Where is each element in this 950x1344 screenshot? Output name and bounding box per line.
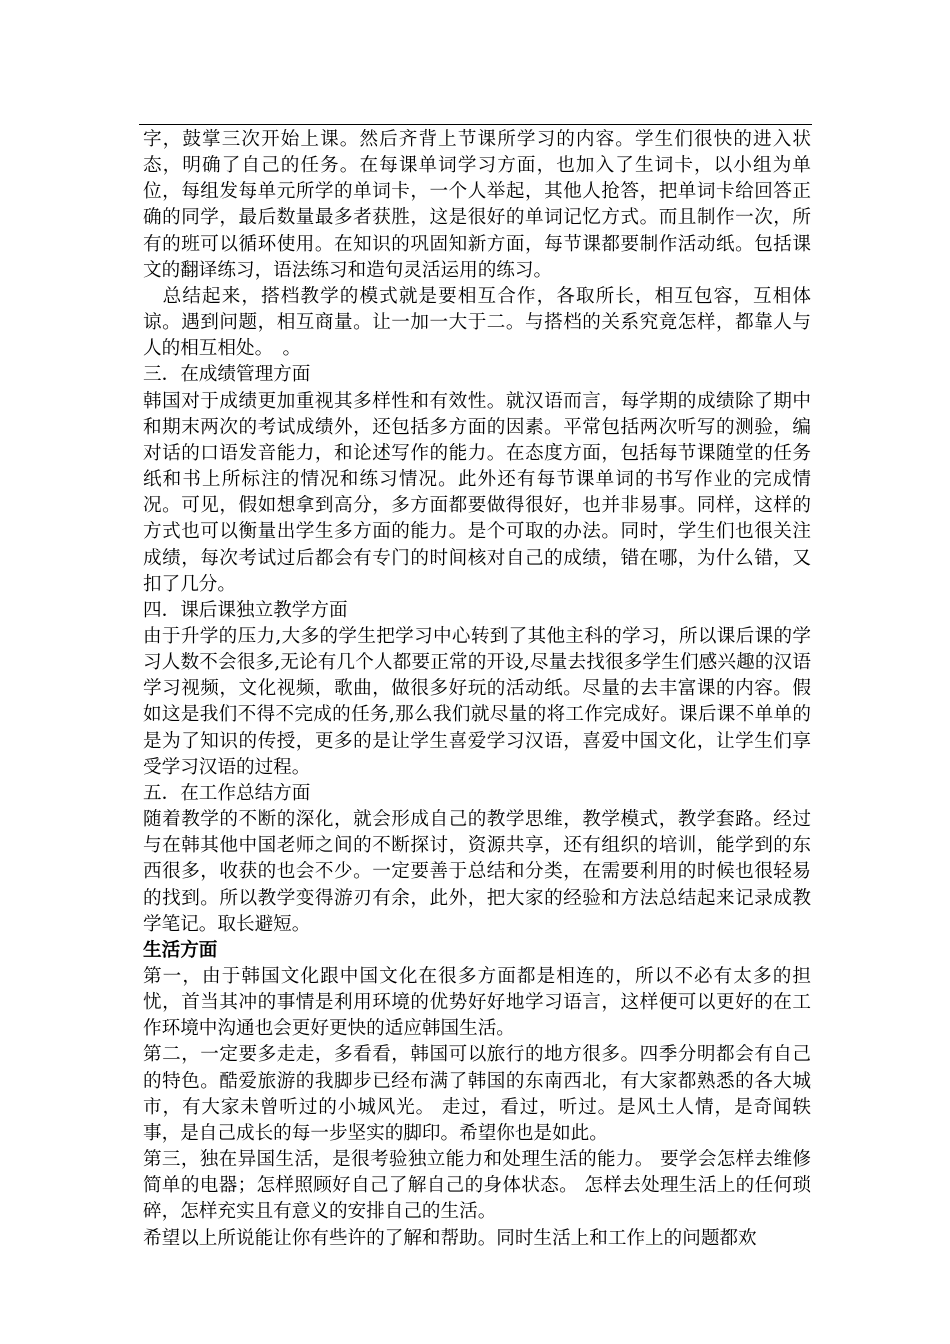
paragraph-after-school: 由于升学的压力,大多的学生把学习中心转到了其他主科的学习，所以课后课的学习人数不会很多,无论有几个人都要正常的开设,尽量去找很多学生们感兴趣的汉语学习视频，文化视频，歌曲，做很多好玩的活动纸。尽量的去丰富课的内容。假如这是我们不得不完成的任务,那么我们就尽量的将工作完成好。课后课不单单的是为了知识的传授，更多的是让学生喜爱学习汉语，喜爱中国文化，让学生们享受学习汉语的过程。 <box>143 625 811 778</box>
paragraph-closing: 希望以上所说能让你有些许的了解和帮助。同时生活上和工作上的问题都欢 <box>143 1227 757 1249</box>
paragraph-class-routine: 字，鼓掌三次开始上课。然后齐背上节课所学习的内容。学生们很快的进入状态，明确了自己的任务。在每课单词学习方面，也加入了生词卡，以小组为单位，每组发每单元所学的单词卡，一个人举起，其他人抢答，把单词卡给回答正确的同学，最后数量最多者获胜，这是很好的单词记忆方式。而且制作一次，所有的班可以循环使用。在知识的巩固知新方面，每节课都要制作活动纸。包括课文的翻译练习，语法练习和造句灵活运用的练习。 <box>143 129 811 281</box>
section-heading-life: 生活方面 <box>143 939 218 961</box>
paragraph-life-first: 第一，由于韩国文化跟中国文化在很多方面都是相连的，所以不必有太多的担忧，首当其冲的事情是利用环境的优势好好地学习语言，这样便可以更好的在工作环境中沟通也会更好更快的适应韩国生活。 <box>143 966 811 1040</box>
paragraph-work-summary: 随着教学的不断的深化，就会形成自己的教学思维，教学模式，教学套路。经过与在韩其他中国老师之间的不断探讨，资源共享，还有组织的培训，能学到的东西很多，收获的也会不少。一定要善于总结和分类，在需要利用的时候也很轻易的找到。所以教学变得游刃有余，此外，把大家的经验和方法总结起来记录成教学笔记。取长避短。 <box>143 809 811 935</box>
section-heading-work-summary: 五．在工作总结方面 <box>143 782 311 804</box>
header-rule <box>139 124 812 125</box>
section-heading-grades: 三．在成绩管理方面 <box>143 364 311 386</box>
document-body <box>143 127 811 1252</box>
paragraph-life-third: 第三，独在异国生活，是很考验独立能力和处理生活的能力。 要学会怎样去维修简单的电器；怎样照顾好自己了解自己的身体状态。 怎样去处理生活上的任何琐碎，怎样充实且有意义的安排自己的生活。 <box>143 1149 811 1223</box>
paragraph-life-second: 第二，一定要多走走，多看看，韩国可以旅行的地方很多。四季分明都会有自己的特色。酷爱旅游的我脚步已经布满了韩国的东南西北，有大家都熟悉的各大城市，有大家未曾听过的小城风光。 走过，看过，听过。是风土人情，是奇闻轶事，是自己成长的每一步坚实的脚印。希望你也是如此。 <box>143 1044 811 1144</box>
paragraph-partner-summary: 总结起来，搭档教学的模式就是要相互合作，各取所长，相互包容，互相体谅。遇到问题，相互商量。让一加一大于二。与搭档的关系究竟怎样，都靠人与人的相互相处。 。 <box>143 285 811 360</box>
section-heading-after-school: 四．课后课独立教学方面 <box>143 599 348 621</box>
paragraph-grades: 韩国对于成绩更加重视其多样性和有效性。就汉语而言，每学期的成绩除了期中和期末两次的考试成绩外，还包括多方面的因素。平常包括两次听写的测验，编对话的口语发音能力，和论述写作的能力。在态度方面，包括每节课随堂的任务纸和书上所标注的情况和练习情况。此外还有每节课单词的书写作业的完成情况。可见，假如想拿到高分，多方面都要做得很好，也并非易事。同样，这样的方式也可以衡量出学生多方面的能力。是个可取的办法。同时，学生们也很关注成绩，每次考试过后都会有专门的时间核对自己的成绩，错在哪，为什么错，又扣了几分。 <box>143 390 811 595</box>
